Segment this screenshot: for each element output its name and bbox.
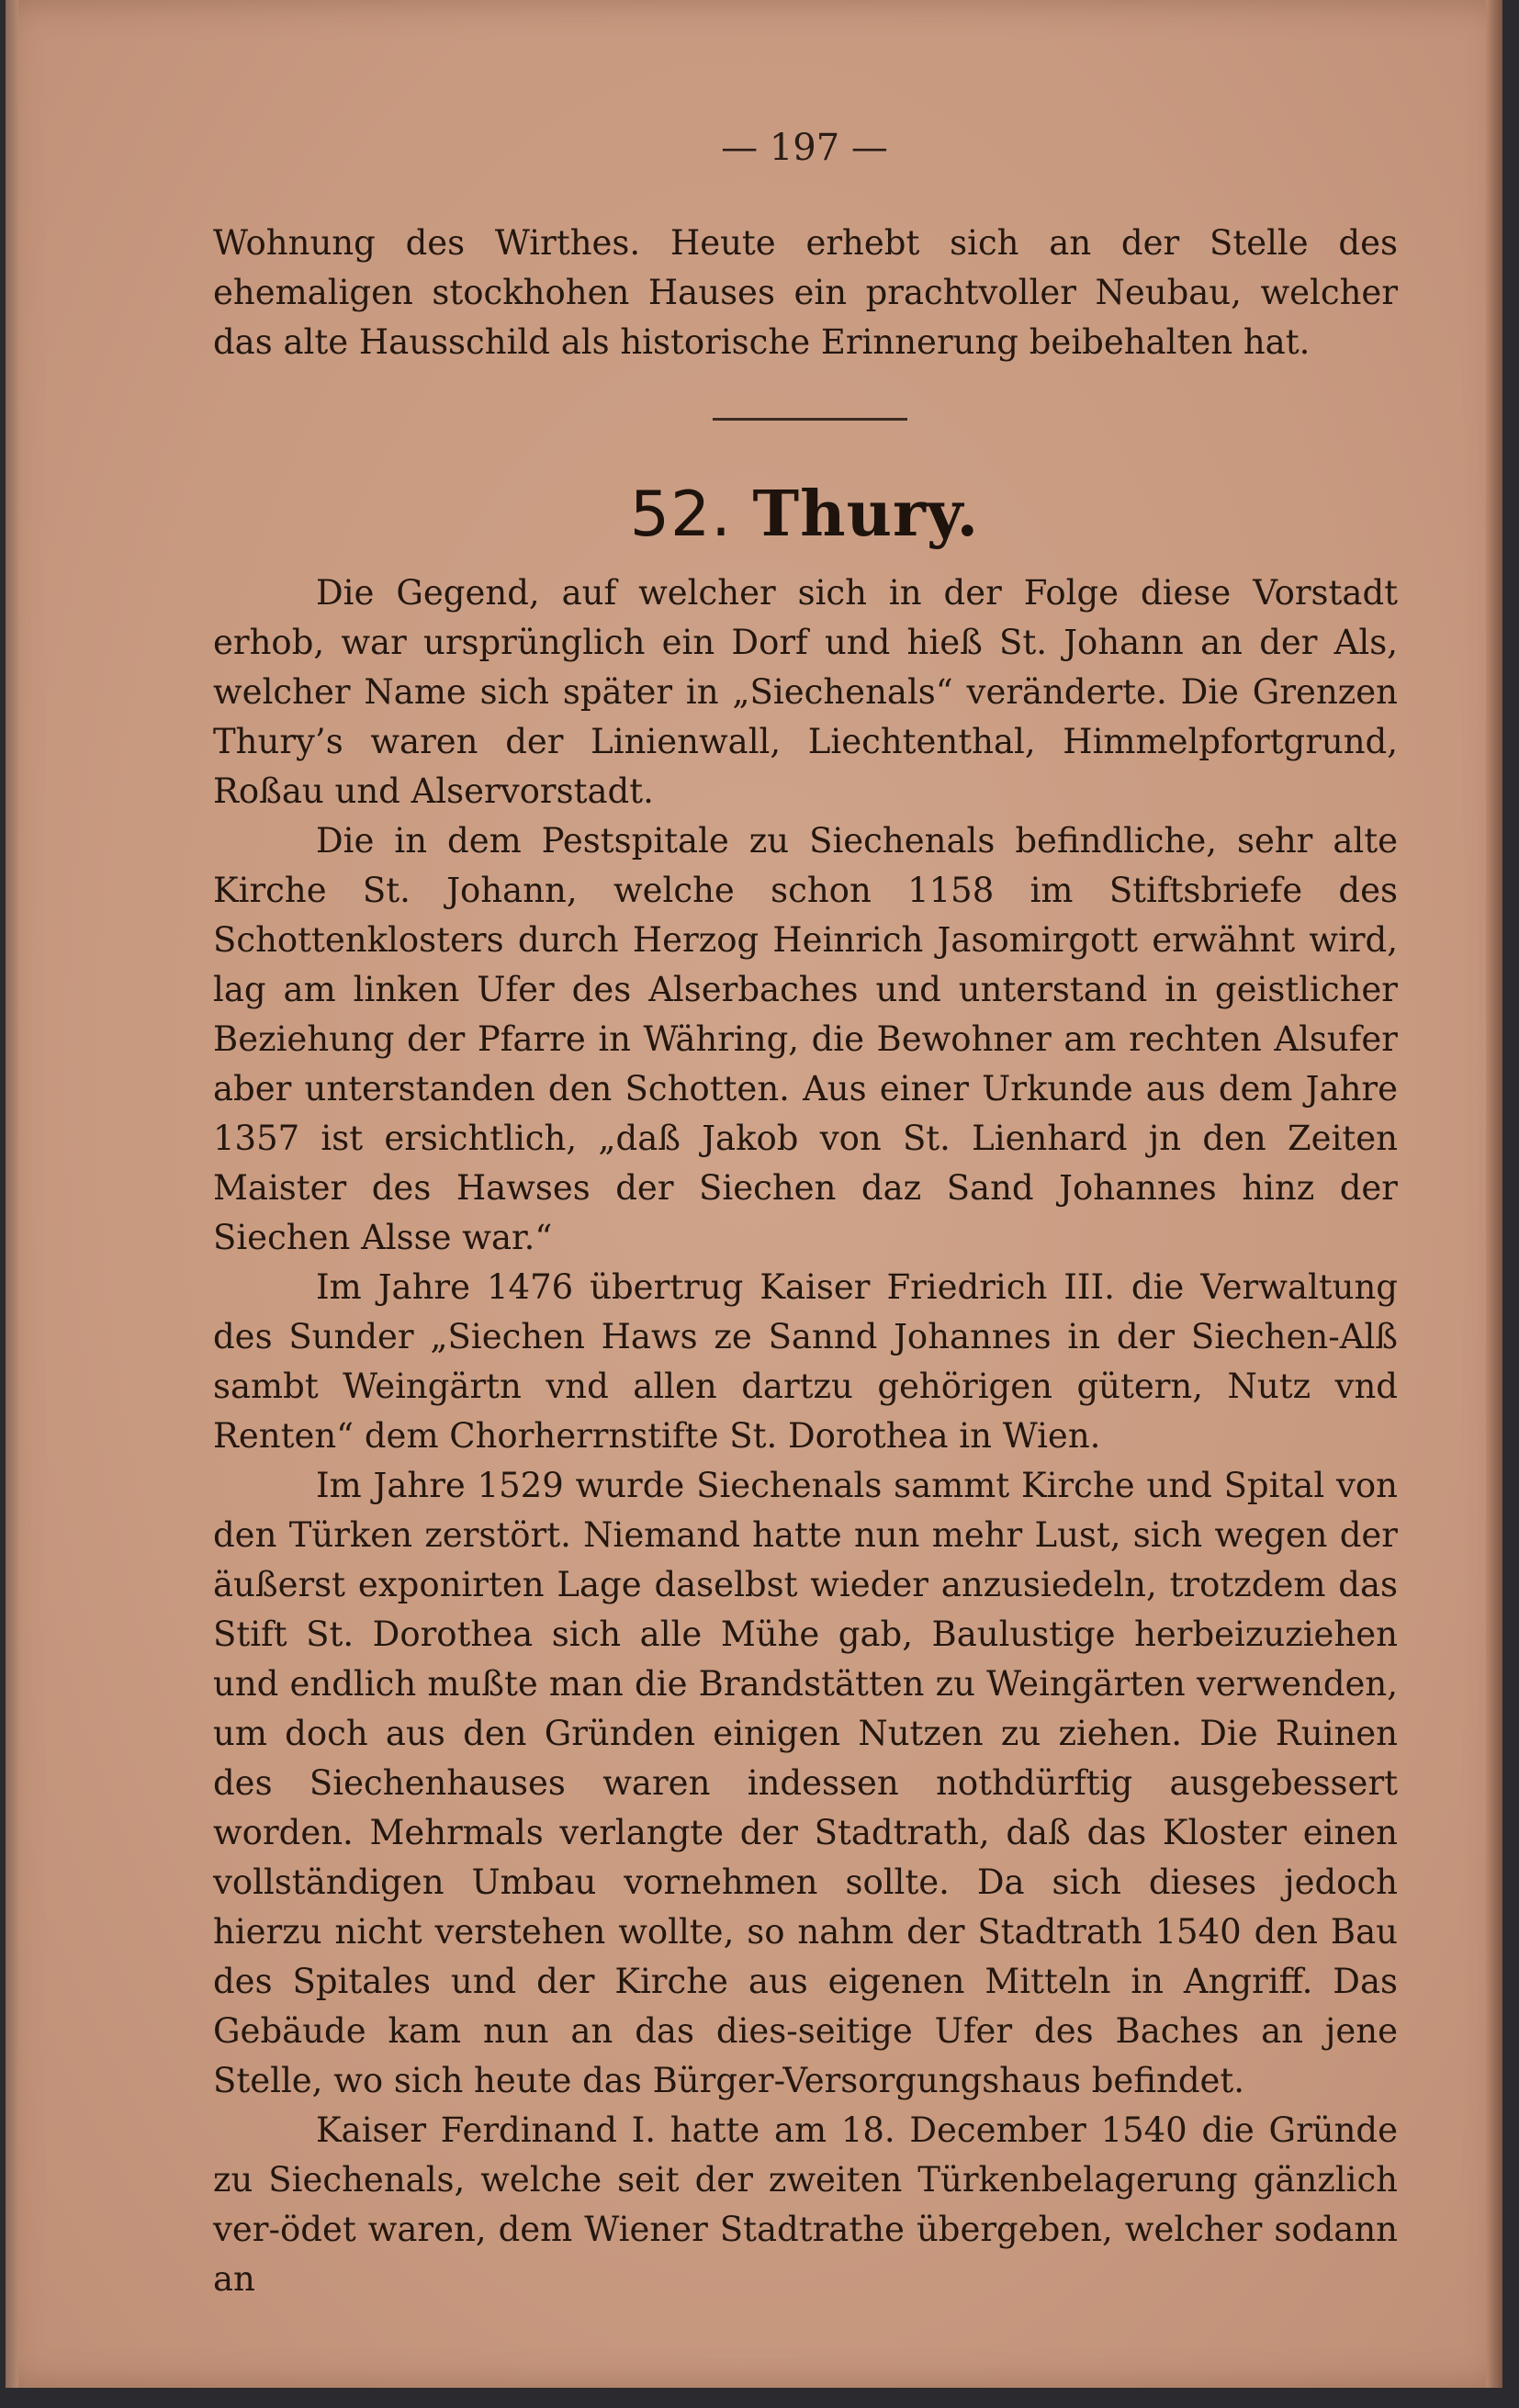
- page-right-edge: [1486, 0, 1502, 2388]
- section-number: 52.: [629, 478, 732, 551]
- intro-paragraph: [213, 219, 1398, 367]
- section-heading: [6, 478, 1519, 551]
- book-page: [6, 0, 1502, 2388]
- page-number: — 197 —: [721, 127, 888, 169]
- paragraph-5: Kaiser Ferdinand I. hatte am 18. December 1540 die Gründe zu Siechenals, welche seit der zweiten Türkenbelagerung gänzlich ver-ödet waren, dem Wiener Stadtrathe übergeben, welcher sodann an: [213, 2110, 1398, 2299]
- intro-text: Wohnung des Wirthes. Heute erhebt sich an der Stelle des ehemaligen stockhohen Hauses ein prachtvoller Neubau, welcher das alte Hausschild als historische Erinnerung beibehalten hat.: [213, 223, 1398, 362]
- paragraph-3: Im Jahre 1476 übertrug Kaiser Friedrich III. die Verwaltung des Sunder „Siechen Haws ze Sannd Johannes in der Siechen-Alß sambt Weingärtn vnd allen dartzu gehörigen gütern, Nutz vnd Renten“ dem Chorherrnstifte St. Dorothea in Wien.: [213, 1267, 1398, 1456]
- section-divider: [713, 418, 907, 421]
- section-title: Thury.: [752, 478, 980, 551]
- paragraph-4: Im Jahre 1529 wurde Siechenals sammt Kirche und Spital von den Türken zerstört. Niemand hatte nun mehr Lust, sich wegen der äußerst exponirten Lage daselbst wieder anzusiedeln, trotzdem das Stift St. Dorothea sich alle Mühe gab, Baulustige herbeizuziehen und endlich mußte man die Brandstätten zu Weingärten verwenden, um doch aus den Gründen einigen Nutzen zu ziehen. Die Ruinen des Siechenhauses waren indessen nothdürftig ausgebessert worden. Mehrmals verlangte der Stadtrath, daß das Kloster einen vollständigen Umbau vornehmen sollte. Da sich dieses jedoch hierzu nicht verstehen wollte, so nahm der Stadtrath 1540 den Bau des Spitales und der Kirche aus eigenen Mitteln in Angriff. Das Gebäude kam nun an das dies-seitige Ufer des Baches an jene Stelle, wo sich heute das Bürger-Versorgungshaus befindet.: [213, 1466, 1398, 2100]
- page-left-edge: [6, 0, 18, 2388]
- paragraph-2: Die in dem Pestspitale zu Siechenals befindliche, sehr alte Kirche St. Johann, welche schon 1158 im Stiftsbriefe des Schottenklosters durch Herzog Heinrich Jasomirgott erwähnt wird, lag am linken Ufer des Alserbaches und unterstand in geistlicher Beziehung der Pfarre in Währing, die Bewohner am rechten Alsufer aber unterstanden den Schotten. Aus einer Urkunde aus dem Jahre 1357 ist ersichtlich, „daß Jakob von St. Lienhard jn den Zeiten Maister des Hawses der Siechen daz Sand Johannes hinz der Siechen Alsse war.“: [213, 821, 1398, 1257]
- section-body: [213, 568, 1398, 2304]
- paragraph-1: Die Gegend, auf welcher sich in der Folge diese Vorstadt erhob, war ursprünglich ein Dorf und hieß St. Johann an der Als, welcher Name sich später in „Siechenals“ veränderte. Die Grenzen Thury’s waren der Linienwall, Liechtenthal, Himmelpfortgrund, Roßau und Alservorstadt.: [213, 573, 1398, 811]
